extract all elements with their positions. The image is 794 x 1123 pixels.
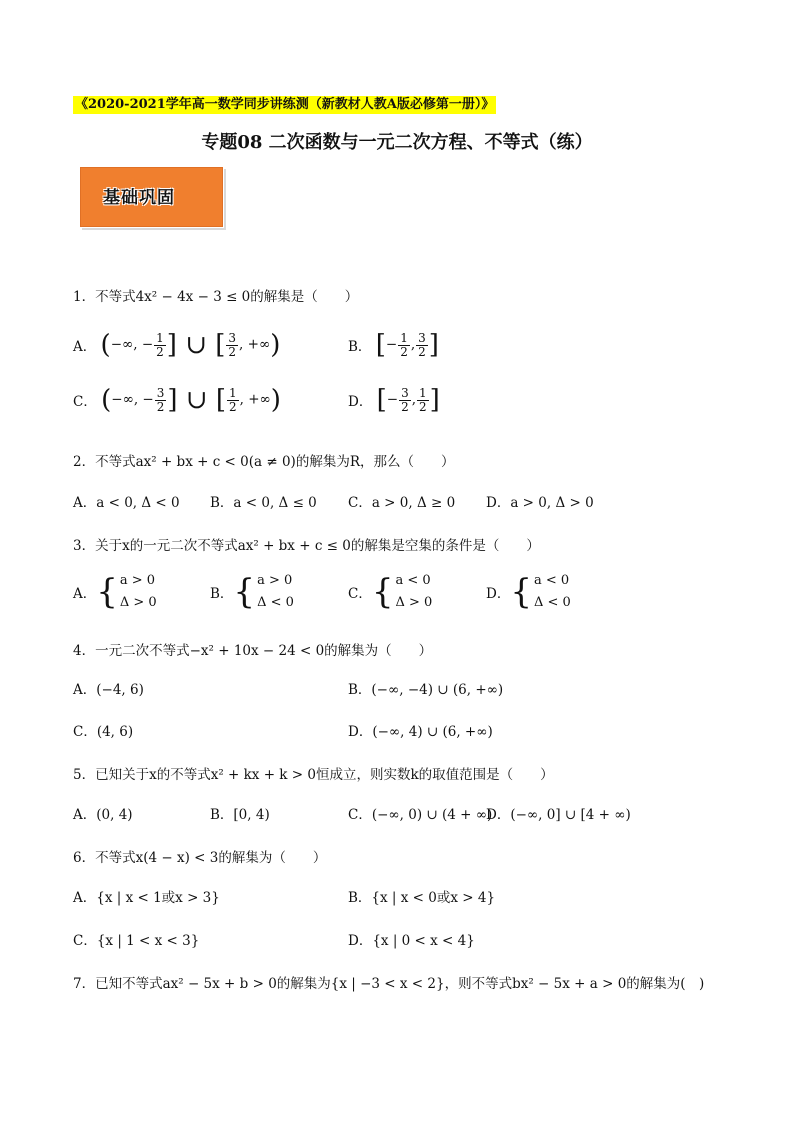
- question-2-option-d: D．a > 0, Δ > 0: [486, 495, 594, 511]
- question-1-option-c: C． (−∞, − $\frac{3}{2}$ ] ∪ [ $\frac{1}{2}$ , +∞): [73, 385, 281, 415]
- question-4-option-c: C．(4, 6): [73, 724, 134, 740]
- question-6-stem: 6．不等式x(4 − x) < 3的解集为（ ）: [73, 850, 327, 866]
- question-6-option-b: B．{x | x < 0或x > 4}: [348, 890, 496, 906]
- question-3-option-a: A．{ a > 0 Δ > 0: [73, 572, 157, 612]
- question-2-option-b: B．a < 0, Δ ≤ 0: [210, 495, 317, 511]
- page-title: 专题08 二次函数与一元二次方程、不等式（练）: [201, 132, 593, 153]
- question-5-option-a: A．(0, 4): [73, 807, 133, 823]
- question-6-option-d: D．{x | 0 < x < 4}: [348, 933, 475, 949]
- question-6-option-c: C．{x | 1 < x < 3}: [73, 933, 200, 949]
- question-5-option-d: D．(−∞, 0] ∪ [4 + ∞): [486, 807, 631, 823]
- question-4-option-b: B．(−∞, −4) ∪ (6, +∞): [348, 682, 504, 698]
- question-5-option-b: B．[0, 4): [210, 807, 270, 823]
- question-3-option-b: B．{ a > 0 Δ < 0: [210, 572, 294, 612]
- question-1-option-a: A． (−∞, − $\frac{1}{2}$ ] ∪ [ $\frac{3}{2}$ , +∞): [73, 330, 281, 360]
- question-4-stem: 4．一元二次不等式−x² + 10x − 24 < 0的解集为（ ）: [73, 643, 433, 659]
- question-2-option-a: A．a < 0, Δ < 0: [73, 495, 180, 511]
- question-3-option-c: C．{ a < 0 Δ > 0: [348, 572, 433, 612]
- series-banner: 《2020-2021学年高一数学同步讲练测（新教材人教A版必修第一册）》: [75, 97, 495, 112]
- question-6-option-a: A．{x | x < 1或x > 3}: [73, 890, 220, 906]
- section-badge-label: 基础巩固: [103, 188, 175, 208]
- question-1-stem: 1．不等式4x² − 4x − 3 ≤ 0的解集是（ ）: [73, 289, 359, 305]
- question-3-option-d: D．{ a < 0 Δ < 0: [486, 572, 571, 612]
- question-5-option-c: C．(−∞, 0) ∪ (4 + ∞): [348, 807, 493, 823]
- question-4-option-a: A．(−4, 6): [73, 682, 144, 698]
- question-5-stem: 5．已知关于x的不等式x² + kx + k > 0恒成立，则实数k的取值范围是（ ）: [73, 767, 554, 783]
- question-4-option-d: D．(−∞, 4) ∪ (6, +∞): [348, 724, 493, 740]
- question-2-option-c: C．a > 0, Δ ≥ 0: [348, 495, 456, 511]
- question-7-stem: 7．已知不等式ax² − 5x + b > 0的解集为{x | −3 < x < 2}，则不等式bx² − 5x + a > 0的解集为( ): [73, 976, 705, 992]
- section-badge: [80, 167, 224, 228]
- question-1-option-d: D． [− $\frac{3}{2}$ , $\frac{1}{2}$ ]: [348, 385, 440, 415]
- question-1-option-b: B． [− $\frac{1}{2}$ , $\frac{3}{2}$ ]: [348, 330, 439, 360]
- question-2-stem: 2．不等式ax² + bx + c < 0(a ≠ 0)的解集为R，那么（ ）: [73, 454, 455, 470]
- question-3-stem: 3．关于x的一元二次不等式ax² + bx + c ≤ 0的解集是空集的条件是（ ）: [73, 538, 540, 554]
